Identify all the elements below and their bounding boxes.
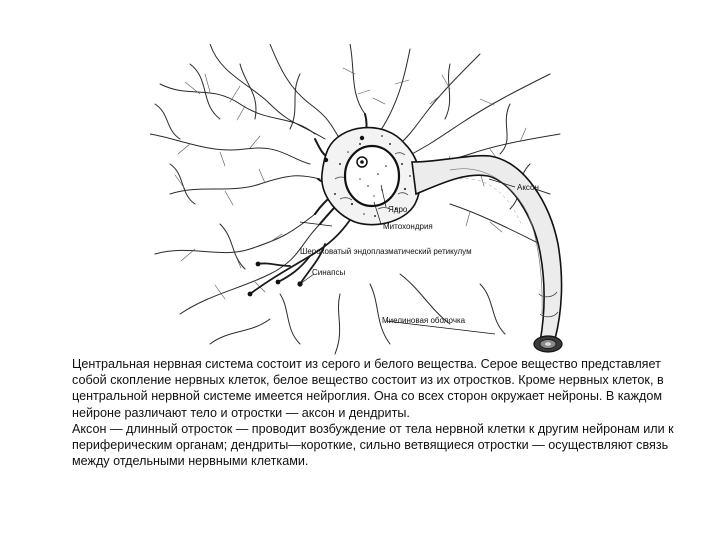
nucleus [345, 146, 399, 206]
label-synapses: Синапсы [312, 268, 346, 277]
label-axon: Аксон [517, 183, 539, 192]
caption-paragraph-2: Аксон — длинный отросток — проводит возбуждение от тела нервной клетки к другим нейронам или к периферическим органам; дендриты—короткие, сильно ветвящиеся отростки — осуществляют связь между отдельными нервными клетками. [72, 421, 674, 469]
label-mitochondria: Митохондрия [383, 222, 433, 231]
label-nucleus: Ядро [388, 205, 408, 214]
label-myelin-sheath: Миелиновая оболочка [382, 316, 466, 325]
neuron-illustration [150, 44, 570, 360]
caption-paragraph-1: Центральная нервная система состоит из серого и белого вещества. Серое вещество представляет собой скопление нервных клеток, белое вещество состоит из их отростков. Кроме нервных клеток, в центральной нервной системе имеется нейроглия. Она со всех сторон окружает нейроны. В каждом нейроне различают тело и отростки — аксон и дендриты. [72, 357, 664, 420]
label-rough-er: Шероховатый эндоплазматический ретикулум [300, 247, 472, 256]
caption-text [72, 356, 682, 469]
